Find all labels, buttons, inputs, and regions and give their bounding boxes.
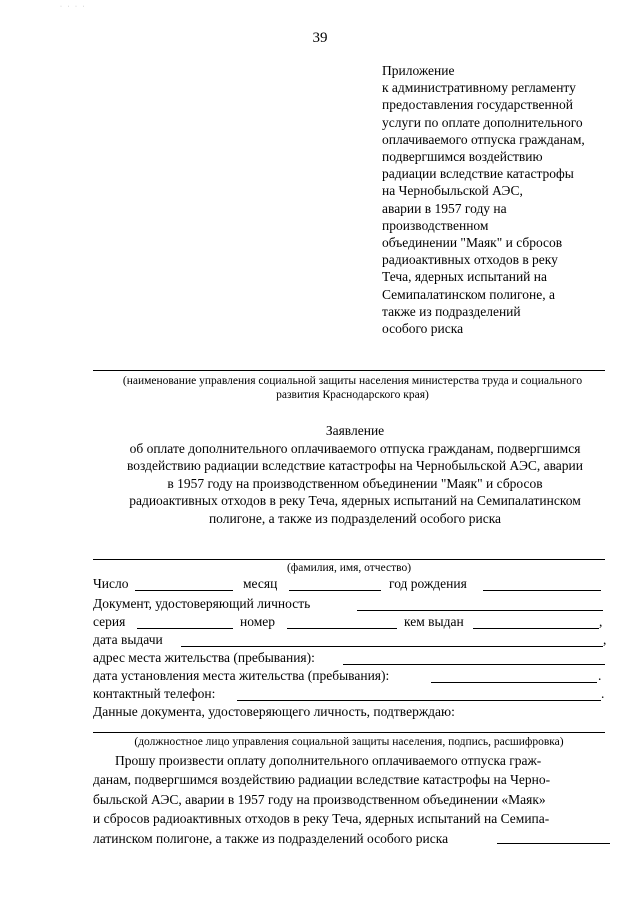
request-paragraph [93, 751, 613, 848]
series-field[interactable] [137, 628, 233, 629]
issued-by-label: кем выдан [404, 614, 464, 629]
official-caption: (должностное лицо управления социальной защиты населения, подпись, расшифровка) [134, 736, 564, 748]
request-line: данам, подвергшимся воздействию радиации вследствие катастрофы на Черно- [93, 772, 551, 788]
comma-mark: , [599, 614, 603, 629]
birth-date-row [93, 576, 608, 594]
request-blank-field[interactable] [497, 843, 610, 844]
address-date-row [93, 668, 608, 686]
birth-year-label: год рождения [389, 576, 467, 591]
appendix-line: производственном [382, 217, 489, 233]
title-line: в 1957 году на производственном объединении "Маяк" и сбросов [167, 475, 543, 491]
phone-row [93, 686, 608, 704]
address-date-label: дата установления места жительства (пребывания): [93, 668, 390, 683]
appendix-line: Приложение [382, 63, 455, 78]
day-field[interactable] [135, 590, 233, 591]
fio-line[interactable] [93, 559, 605, 560]
appendix-line: на Чернобыльской АЭС, [382, 183, 523, 199]
title-heading: Заявление [325, 423, 385, 438]
fio-caption: (фамилия, имя, отчество) [286, 562, 412, 574]
passport-row [93, 614, 608, 632]
authority-caption-line-2: развития Краснодарского края) [276, 389, 429, 401]
id-document-row [93, 596, 608, 614]
application-title [90, 422, 620, 528]
appendix-line: оплачиваемого отпуска гражданам, [382, 131, 585, 147]
title-line: радиоактивных отходов в реку Теча, ядерных испытаний на Семипалатинском [129, 493, 581, 509]
scan-margin-marks: · · · · [60, 4, 87, 10]
appendix-block [382, 62, 632, 337]
request-line: Прошу произвести оплату дополнительного оплачиваемого отпуска граж- [115, 753, 542, 768]
appendix-line: Теча, ядерных испытаний на [382, 269, 547, 285]
issued-by-field[interactable] [473, 628, 599, 629]
title-line: об оплате дополнительного оплачиваемого отпуска гражданам, подвергшимся [129, 440, 581, 456]
series-label: серия [93, 614, 126, 629]
title-line: воздействию радиации вследствие катастрофы на Чернобыльской АЭС, аварии [127, 458, 583, 474]
issue-date-field[interactable] [181, 646, 603, 647]
confirm-row [93, 704, 608, 722]
page-number: 39 [312, 30, 328, 46]
day-label: Число [93, 576, 129, 591]
number-field[interactable] [287, 628, 397, 629]
issue-date-row [93, 632, 608, 650]
month-label: месяц [243, 576, 278, 591]
phone-field[interactable] [237, 700, 601, 701]
address-date-field[interactable] [431, 682, 597, 683]
appendix-line: предоставления государственной [382, 97, 573, 113]
appendix-line: аварии в 1957 году на [382, 200, 507, 216]
address-field[interactable] [343, 664, 605, 665]
request-line: латинском полигоне, а также из подразделений особого риска [93, 830, 449, 846]
appendix-line: радиоактивных отходов в реку [382, 252, 558, 268]
phone-label: контактный телефон: [93, 686, 216, 701]
authority-caption [80, 374, 625, 402]
comma-mark: , [603, 632, 607, 647]
month-field[interactable] [289, 590, 381, 591]
appendix-line: радиации вследствие катастрофы [382, 166, 574, 182]
appendix-line: также из подразделений [382, 303, 521, 319]
authority-name-line[interactable] [93, 370, 605, 371]
request-line: и сбросов радиоактивных отходов в реку Теча, ядерных испытаний на Семипа- [93, 811, 550, 827]
confirm-label: Данные документа, удостоверяющего личность, подтверждаю: [93, 704, 455, 719]
number-label: номер [240, 614, 276, 629]
address-row [93, 650, 608, 668]
appendix-line: услуги по оплате дополнительного [382, 114, 583, 130]
id-document-field[interactable] [357, 610, 603, 611]
period-mark: . [598, 668, 602, 683]
issue-date-label: дата выдачи [93, 632, 163, 647]
request-line: быльской АЭС, аварии в 1957 году на производственном объединении «Маяк» [93, 791, 546, 807]
appendix-line: особого риска [382, 321, 464, 337]
period-mark: . [601, 686, 605, 701]
official-signature-line[interactable] [93, 732, 605, 733]
appendix-line: объединении "Маяк" и сбросов [382, 235, 563, 251]
appendix-line: к административному регламенту [382, 80, 576, 96]
title-line: полигоне, а также из подразделений особого риска [208, 510, 502, 526]
id-document-label: Документ, удостоверяющий личность [93, 596, 311, 611]
appendix-line: Семипалатинском полигоне, а [382, 286, 555, 302]
address-label: адрес места жительства (пребывания): [93, 650, 315, 665]
birth-year-field[interactable] [483, 590, 601, 591]
authority-caption-line-1: (наименование управления социальной защиты населения министерства труда и социального [122, 375, 583, 387]
appendix-line: подвергшимся воздействию [382, 149, 543, 165]
